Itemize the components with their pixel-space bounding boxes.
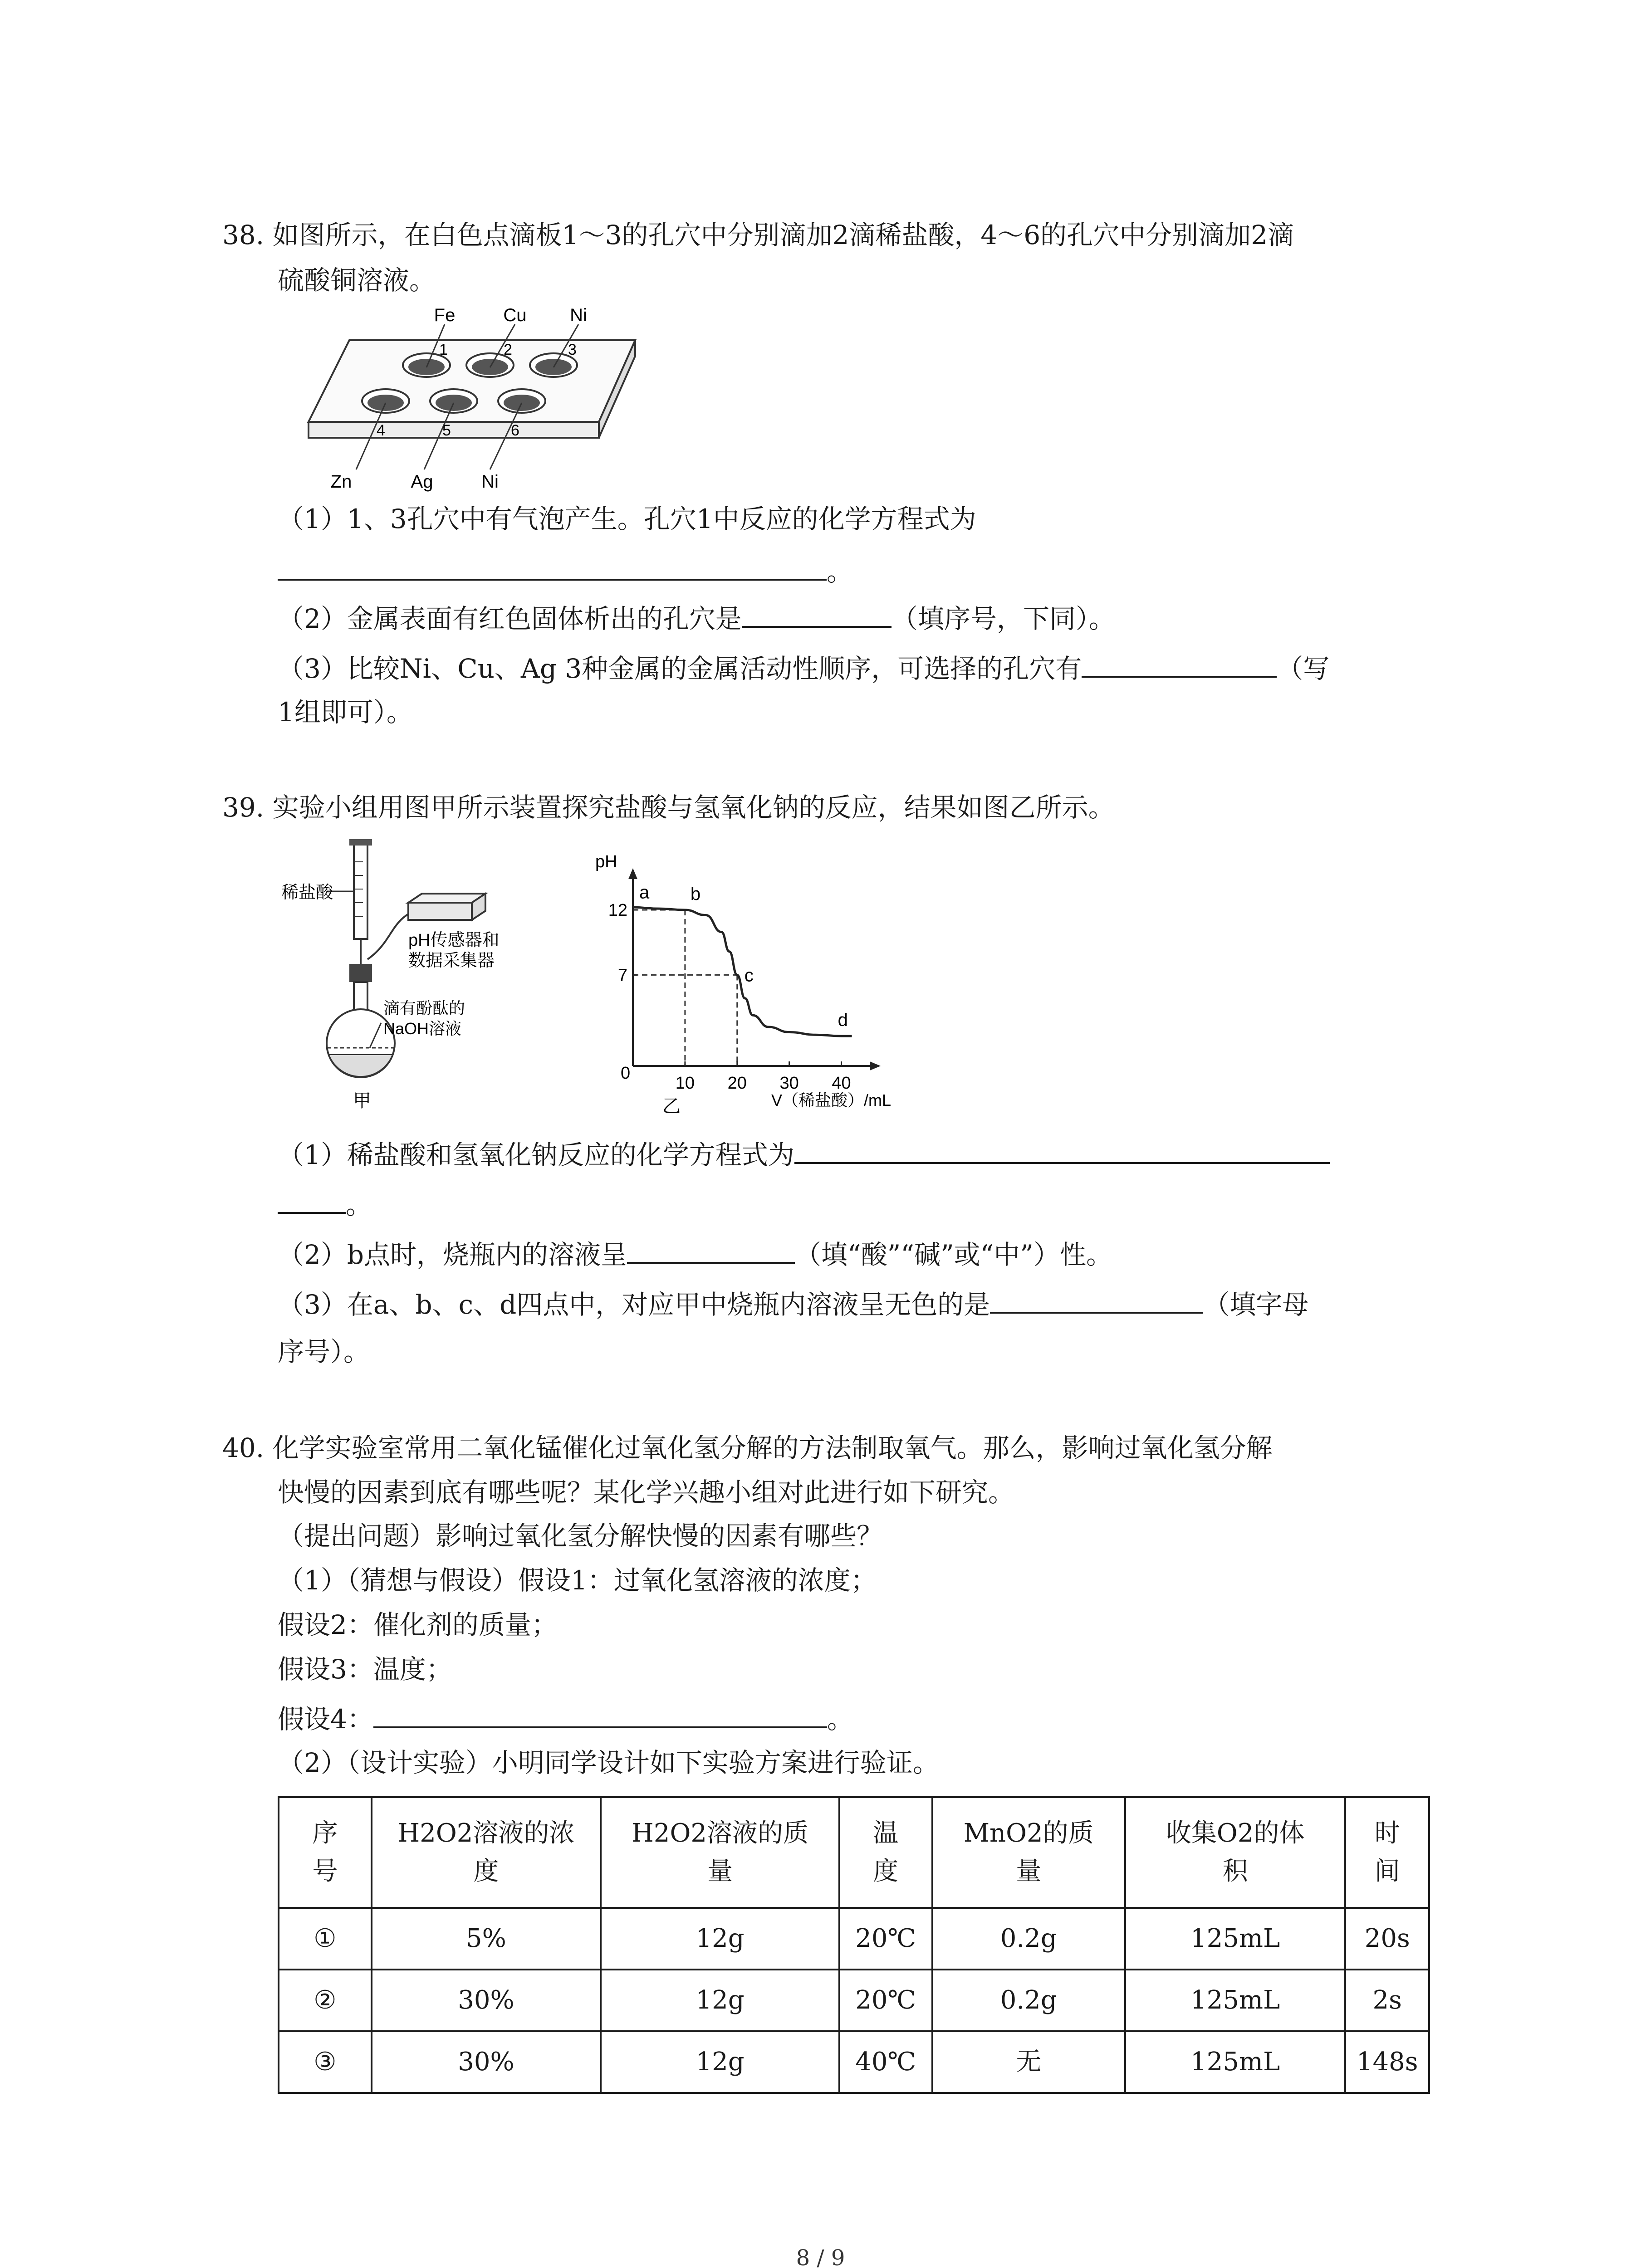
q39-part2: （2）b点时，烧瓶内的溶液呈 （填“酸”“碱”或“中”）性。 [278,1237,1112,1271]
data-point-label-a: a [639,882,650,903]
solution-label-1: 滴有酚酞的 [383,999,465,1017]
page-number: 8 / 9 [796,2245,845,2268]
x-tick-label: 20 [727,1074,747,1093]
figure-jia-caption: 甲 [353,1091,371,1111]
y-axis-label: pH [595,852,617,871]
cell-mno2: 0.2g [932,1970,1125,2031]
metal-label-zn: Zn [330,472,352,492]
q39-part3: （3）在a、b、c、d四点中，对应甲中烧瓶内溶液呈无色的是 （填字母 [278,1287,1308,1321]
metal-label-ag: Ag [411,472,433,492]
sensor-label-2: 数据采集器 [408,951,495,970]
cell-time: 148s [1345,2031,1429,2093]
spot-plate-figure [290,304,653,494]
cell-mass: 12g [601,1908,839,1970]
well-num-5: 5 [442,422,451,439]
cell-concentration: 30% [372,2031,601,2093]
cell-volume: 125mL [1125,1970,1346,2031]
well-5 [430,389,477,413]
cell-mass: 12g [601,2031,839,2093]
acid-label: 稀盐酸 [281,883,333,902]
metal-label-ni-top: Ni [570,305,587,325]
q38-part3-line2: 1组即可）。 [278,697,413,728]
data-point-label-d: d [838,1010,848,1031]
solution-label-2: NaOH溶液 [383,1019,462,1038]
cell-concentration: 30% [372,1970,601,2031]
data-point-label-b: b [690,884,701,904]
x-axis-label: V（稀盐酸）/mL [771,1091,892,1110]
apparatus-figure [272,835,526,1116]
q38-blank-1[interactable] [278,554,827,581]
cell-temperature: 20℃ [839,1908,932,1970]
q38-part3: （3）比较Ni、Cu、Ag 3种金属的金属活动性顺序，可选择的孔穴有 （写 [278,651,1329,685]
q40-line3: （提出问题）影响过氧化氢分解快慢的因素有哪些？ [278,1520,883,1551]
well-num-1: 1 [439,341,448,358]
q40-line6: 假设3：温度； [278,1654,452,1685]
x-axis-arrow [870,1061,881,1070]
q39-part3-line2: 序号）。 [278,1336,370,1367]
cell-volume: 125mL [1125,2031,1346,2093]
cell-mno2: 0.2g [932,1908,1125,1970]
q38-line1: 38. 如图所示，在白色点滴板1～3的孔穴中分别滴加2滴稀盐酸，4～6的孔穴中分别滴加2滴 [222,220,1294,250]
cell-index: ② [279,1970,372,2031]
ph-chart [590,844,916,1125]
col-header-volume: 收集O2的体 积 [1125,1797,1346,1908]
y-tick-label: 7 [617,966,627,985]
well-num-2: 2 [504,341,512,358]
cell-temperature: 40℃ [839,2031,932,2093]
q40-line2: 快慢的因素到底有哪些呢？某化学兴趣小组对此进行如下研究。 [278,1477,1015,1508]
col-header-temperature: 温 度 [839,1797,932,1908]
well-num-4: 4 [377,422,385,439]
q40-blank-hypothesis[interactable] [373,1702,827,1728]
x-tick-label: 10 [675,1074,695,1093]
q38-part1-answer: 。 [278,554,853,588]
q39-blank-3[interactable] [990,1287,1203,1314]
q38-blank-2[interactable] [742,601,892,628]
q39-blank-1b[interactable] [278,1188,346,1214]
well-num-6: 6 [511,422,519,439]
table-header-row [279,1797,1429,1908]
cell-time: 2s [1345,1970,1429,2031]
cell-volume: 125mL [1125,1908,1346,1970]
table-row [279,1970,1429,2031]
table-row [279,1908,1429,1970]
ph-curve [633,907,852,1036]
q38-line2: 硫酸铜溶液。 [278,265,436,296]
experiment-table [278,1796,1430,2094]
col-header-concentration: H2O2溶液的浓 度 [372,1797,601,1908]
q38-blank-3[interactable] [1082,651,1277,678]
cell-index: ③ [279,2031,372,2093]
cell-mass: 12g [601,1970,839,2031]
metal-label-fe: Fe [434,305,456,325]
q40-line7: 假设4： 。 [278,1702,853,1735]
x-tick-label: 30 [779,1074,799,1093]
data-point-label-c: c [744,965,754,986]
well-6 [498,389,545,413]
col-header-index: 序 号 [279,1797,372,1908]
q39-blank-2[interactable] [627,1237,795,1264]
cell-temperature: 20℃ [839,1970,932,2031]
col-header-mno2: MnO2的质 量 [932,1797,1125,1908]
q40-line1: 40. 化学实验室常用二氧化锰催化过氧化氢分解的方法制取氧气。那么，影响过氧化氢分解 [222,1432,1273,1463]
metal-label-cu: Cu [503,305,527,325]
cell-time: 20s [1345,1908,1429,1970]
col-header-time: 时 间 [1345,1797,1429,1908]
cell-concentration: 5% [372,1908,601,1970]
cell-index: ① [279,1908,372,1970]
figure-yi-caption: 乙 [662,1096,681,1116]
table-row [279,2031,1429,2093]
col-header-mass: H2O2溶液的质 量 [601,1797,839,1908]
q40-line5: 假设2：催化剂的质量； [278,1609,558,1640]
y-tick-label: 12 [608,901,627,920]
q38-part2: （2）金属表面有红色固体析出的孔穴是 （填序号，下同）。 [278,601,1115,635]
q38-part1: （1）1、3孔穴中有气泡产生。孔穴1中反应的化学方程式为 [278,503,976,534]
well-4 [362,389,409,413]
q39-blank-1a[interactable] [794,1138,1330,1164]
q39-part1: （1）稀盐酸和氢氧化钠反应的化学方程式为 [278,1138,1330,1171]
cell-mno2: 无 [932,2031,1125,2093]
sensor-label-1: pH传感器和 [408,931,500,950]
q40-line4: （1）（猜想与假设）假设1：过氧化氢溶液的浓度； [278,1565,877,1596]
q40-line8: （2）（设计实验）小明同学设计如下实验方案进行验证。 [278,1747,939,1778]
y-axis-arrow [628,868,637,879]
well-num-3: 3 [568,341,577,358]
metal-label-ni-bottom: Ni [481,472,499,492]
x-tick-label: 40 [832,1074,851,1093]
q39-part1-line2: 。 [278,1188,372,1221]
origin-label: 0 [621,1064,631,1083]
q39-line1: 39. 实验小组用图甲所示装置探究盐酸与氢氧化钠的反应，结果如图乙所示。 [222,792,1115,823]
